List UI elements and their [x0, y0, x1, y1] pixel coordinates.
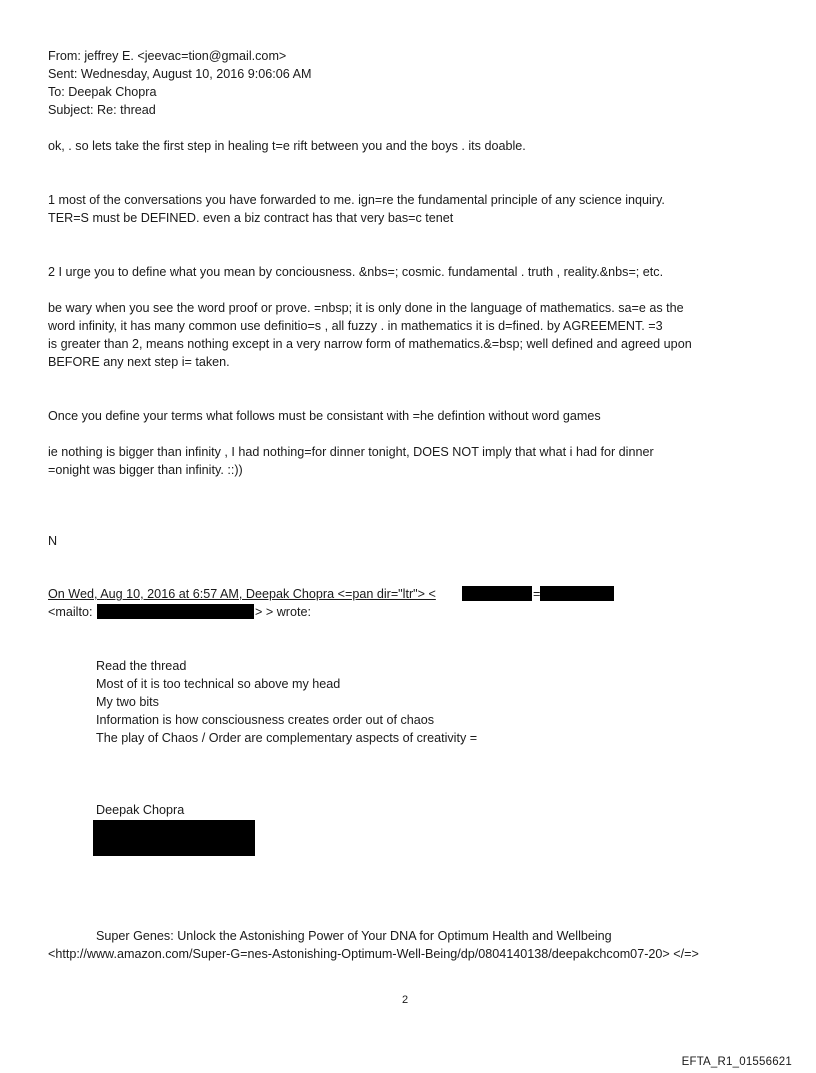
quote-wrote: > > wrote:	[255, 605, 312, 619]
quote-line: The play of Chaos / Order are complementary aspects of creativity =	[96, 731, 478, 745]
quote-intro-separator: =	[533, 587, 541, 601]
body-paragraph: TER=S must be DEFINED. even a biz contract has that very bas=c tenet	[48, 211, 454, 225]
quote-mailto: <mailto:	[48, 605, 93, 619]
signature-initial: N	[48, 534, 58, 548]
body-paragraph: be wary when you see the word proof or prove. =nbsp; it is only done in the language of mathematics. sa=e as the	[48, 301, 684, 315]
quote-line: Most of it is too technical so above my head	[96, 677, 341, 691]
redaction-box	[462, 586, 532, 601]
email-from: From: jeffrey E. <jeevac=tion@gmail.com>	[48, 49, 287, 63]
body-paragraph: is greater than 2, means nothing except in a very narrow form of mathematics.&=bsp; well defined and agreed upon	[48, 337, 692, 351]
body-paragraph: Once you define your terms what follows must be consistant with =he defintion without word games	[48, 409, 601, 423]
book-title: Super Genes: Unlock the Astonishing Power of Your DNA for Optimum Health and Wellbeing	[96, 929, 612, 943]
email-sent: Sent: Wednesday, August 10, 2016 9:06:06 AM	[48, 67, 312, 81]
body-paragraph: 1 most of the conversations you have forwarded to me. ign=re the fundamental principle of any science inquiry.	[48, 193, 665, 207]
redaction-box	[540, 586, 614, 601]
redaction-box	[93, 820, 255, 856]
body-paragraph: ie nothing is bigger than infinity , I had nothing=for dinner tonight, DOES NOT imply that what i had for dinner	[48, 445, 654, 459]
body-paragraph: =onight was bigger than infinity. ::))	[48, 463, 243, 477]
quote-signature-name: Deepak Chopra	[96, 803, 185, 817]
body-paragraph: word infinity, it has many common use definitio=s , all fuzzy . in mathematics it is d=fined. by AGREEMENT. =3	[48, 319, 663, 333]
body-paragraph: ok, . so lets take the first step in healing t=e rift between you and the boys . its doable.	[48, 139, 526, 153]
email-to: To: Deepak Chopra	[48, 85, 157, 99]
body-paragraph: 2 I urge you to define what you mean by conciousness. &nbs=; cosmic. fundamental . truth , reality.&nbs=; etc.	[48, 265, 664, 279]
quote-intro: On Wed, Aug 10, 2016 at 6:57 AM, Deepak Chopra <=pan dir="ltr"> <	[48, 587, 436, 601]
quote-line: My two bits	[96, 695, 159, 709]
book-link[interactable]: <http://www.amazon.com/Super-G=nes-Astonishing-Optimum-Well-Being/dp/0804140138/deepakchcom07-20> </=>	[48, 947, 699, 961]
quote-line: Read the thread	[96, 659, 187, 673]
quote-line: Information is how consciousness creates order out of chaos	[96, 713, 435, 727]
document-id: EFTA_R1_01556621	[681, 1056, 792, 1068]
page-number: 2	[402, 994, 409, 1006]
email-subject: Subject: Re: thread	[48, 103, 156, 117]
body-paragraph: BEFORE any next step i= taken.	[48, 355, 230, 369]
redaction-box	[97, 604, 254, 619]
